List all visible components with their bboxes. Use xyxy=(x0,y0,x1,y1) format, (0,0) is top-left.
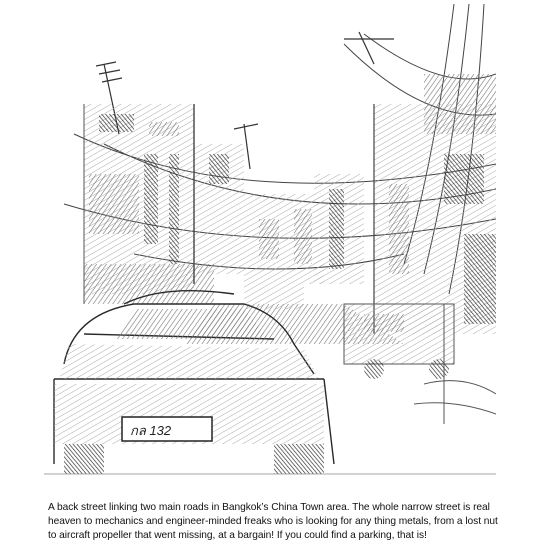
street-sketch-image xyxy=(44,4,496,478)
license-plate xyxy=(122,417,212,441)
pencil-sketch-street-scene-icon xyxy=(44,4,496,478)
image-caption: A back street linking two main roads in Bangkok’s China Town area. The whole narrow street is real heaven to mechanics and engineer-minded freaks who is looking for any thing metals, from a lost nut to aircraft propeller that went missing, at a bargain! If you could find a parking, that is! xyxy=(48,502,498,542)
license-plate-text: กล 132 xyxy=(130,423,172,438)
